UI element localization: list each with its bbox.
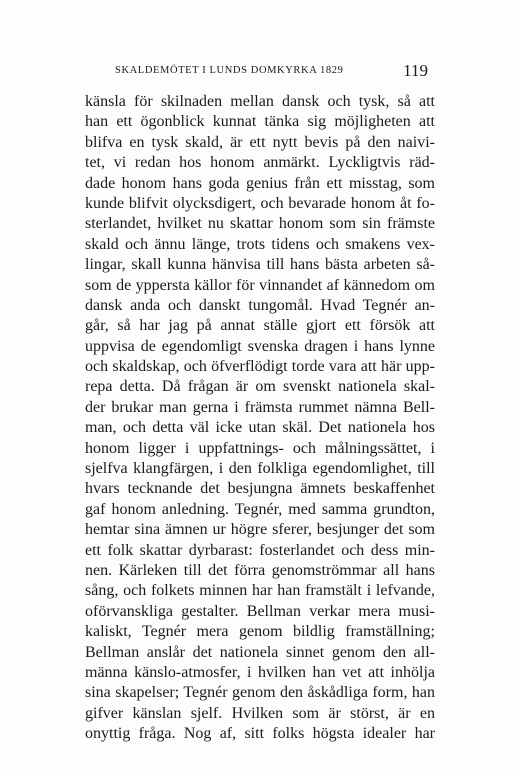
- text-line: dansk anda och danskt tungomål. Hvad Tegnér an-: [85, 296, 435, 314]
- text-line: skald och ännu länge, trots tidens och smakens vex-: [85, 235, 435, 253]
- text-line: der brukar man gerna i främsta rummet nämna Bell-: [85, 398, 435, 416]
- text-line: uppvisa de egendomligt svenska dragen i hans lynne: [85, 337, 435, 355]
- text-line: dade honom hans goda genius från ett misstag, som: [85, 174, 435, 192]
- text-line: sjelfva klangfärgen, i den folkliga egendomlighet, till: [85, 460, 435, 478]
- text-line: man, och detta väl icke utan skäl. Det nationela hos: [85, 419, 435, 437]
- running-title: SKALDEMÖTET I LUNDS DOMKYRKA 1829: [115, 65, 344, 76]
- text-line: ett folk skattar dyrbarast: fosterlandet och dess min-: [85, 541, 435, 559]
- text-line: repa detta. Då frågan är om svenskt nationela skal-: [85, 378, 435, 396]
- text-line: hemtar sina ämnen ur högre sferer, besjunger det som: [85, 521, 435, 539]
- text-line: går, så har jag på annat ställe gjort ett försök att: [85, 317, 435, 335]
- text-line: som de yppersta källor för vinnandet af kännedom om: [85, 276, 435, 294]
- text-line: han ett ögonblick kunnat tänka sig möjligheten att: [85, 113, 435, 131]
- text-line: tet, vi redan hos honom anmärkt. Lyckligtvis räd-: [85, 154, 435, 172]
- running-head: [115, 62, 428, 84]
- text-line: kunde blifvit olycksdigert, och bevarade honom åt fo-: [85, 194, 435, 212]
- text-line: gaf honom anledning. Tegnér, med samma grundton,: [85, 500, 435, 518]
- text-line: sina skapelser; Tegnér genom den åskådliga form, han: [85, 684, 435, 702]
- text-line: och skaldskap, och öfverflödigt torde vara att här upp-: [85, 358, 435, 376]
- text-line: sång, och folkets minnen har han framstält i lefvande,: [85, 582, 435, 600]
- text-line: blifva en tysk skald, är ett nytt bevis på den naivi-: [85, 133, 435, 151]
- text-line: männa känslo-atmosfer, i hvilken han vet att inhölja: [85, 663, 435, 681]
- text-line: känsla för skilnaden mellan dansk och tysk, så att: [85, 93, 435, 110]
- text-line: kaliskt, Tegnér mera genom bildlig framställning;: [85, 623, 435, 641]
- text-line: Bellman anslår det nationela sinnet genom den all-: [85, 643, 435, 661]
- text-line: nen. Kärleken till det förra genomströmmar all hans: [85, 561, 435, 579]
- text-line: hvars tecknande det besjungna ämnets beskaffenhet: [85, 480, 435, 498]
- text-line: sterlandet, hvilket nu skattar honom som sin främste: [85, 215, 435, 233]
- text-line: gifver känslan sjelf. Hvilken som är störst, är en: [85, 704, 435, 722]
- page-number: 119: [403, 61, 428, 80]
- text-line: onyttig fråga. Nog af, sitt folks högsta idealer har: [85, 725, 435, 743]
- body-text: [85, 92, 435, 745]
- text-line: honom ligger i uppfattnings- och målningssättet, i: [85, 439, 435, 457]
- text-line: oförvanskliga gestalter. Bellman verkar mera musi-: [85, 602, 435, 620]
- text-line: lingar, skall kunna hänvisa till hans bästa arbeten så-: [85, 256, 435, 274]
